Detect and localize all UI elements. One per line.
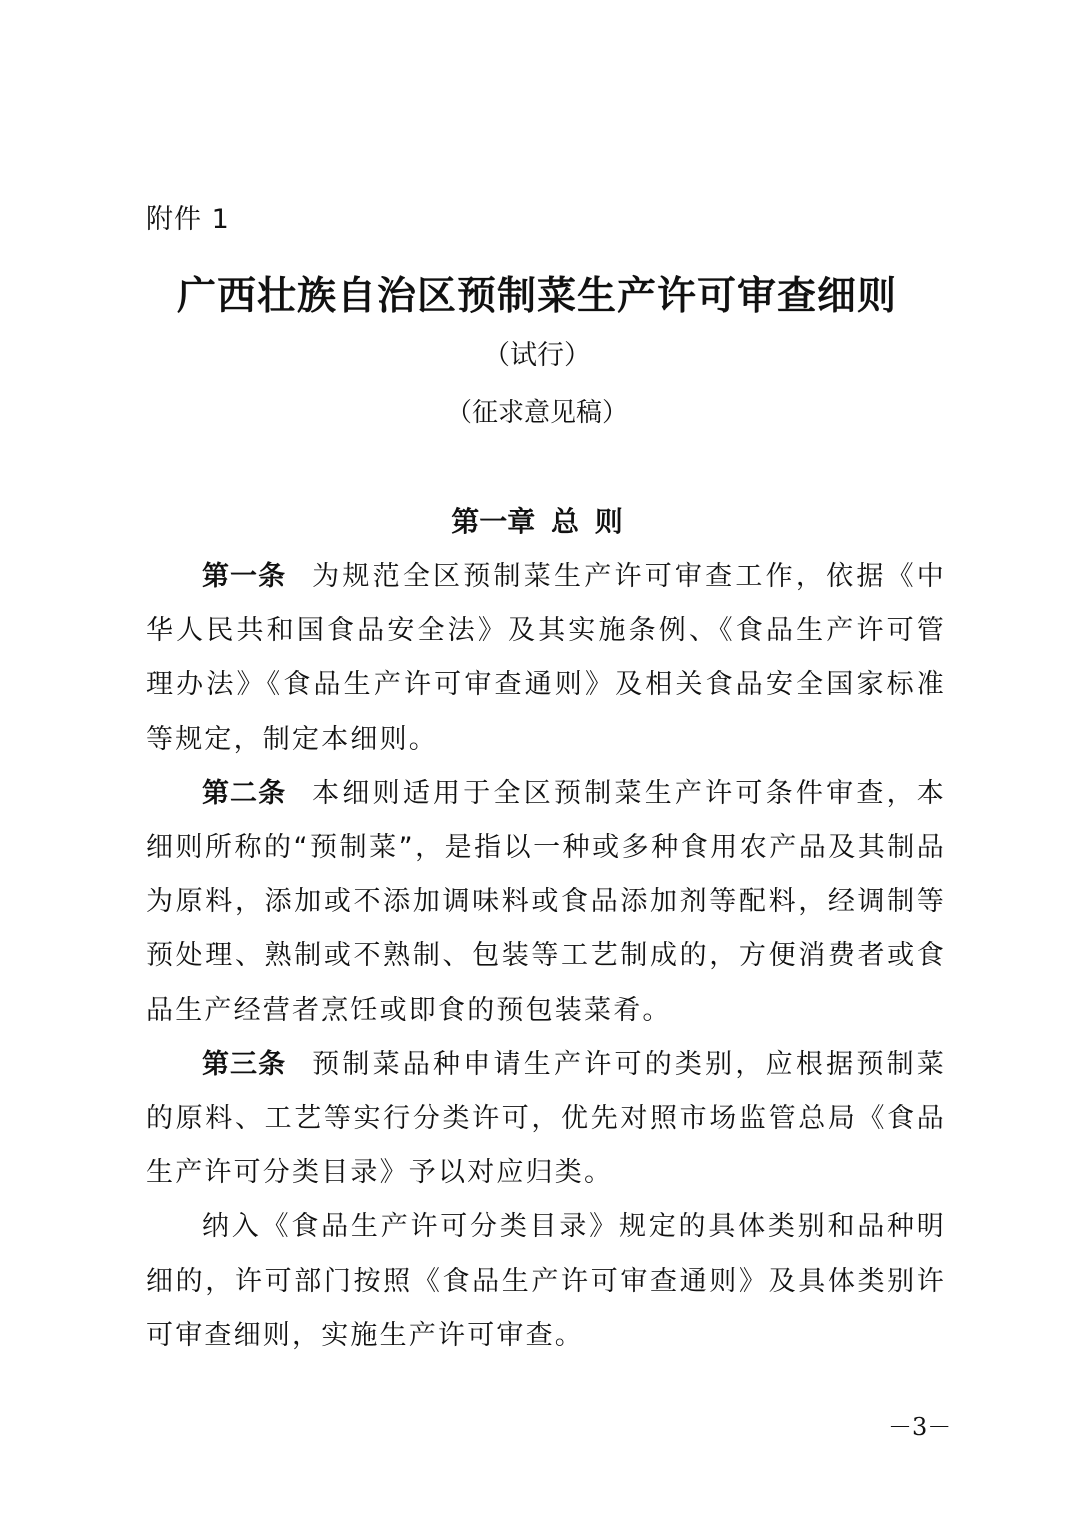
article-1 [146,550,946,767]
document-body [146,550,946,1363]
article-text: 为规范全区预制菜生产许可审查工作，依据《中华人民共和国食品安全法》及其实施条例、《食品生产许可管理办法》《食品生产许可审查通则》及相关食品安全国家标准等规定，制定本细则。 [146,561,947,755]
chapter-heading: 第一章 总 则 [451,505,623,538]
article-label: 第二条 [202,777,287,809]
article-label: 第一条 [202,561,287,592]
document-subtitle: （试行） [483,340,591,371]
article-3 [146,1038,946,1201]
attachment-label: 附件 1 [146,204,230,235]
article-2 [146,767,946,1038]
article-text: 本细则适用于全区预制菜生产许可条件审查，本细则所称的“预制菜”，是指以一种或多种食用农产品及其制品为原料，添加或不添加调味料或食品添加剂等配料，经调制等预处理、熟制或不熟制、包装等工艺制成的，方便消费者或食品生产经营者烹饪或即食的预包装菜肴。 [146,777,947,1026]
draft-note: （征求意见稿） [445,398,628,428]
article-label: 第三条 [202,1048,287,1080]
document-title: 广西壮族自治区预制菜生产许可审查细则 [176,273,897,319]
page-number: －3－ [888,1413,952,1441]
paragraph: 纳入《食品生产许可分类目录》规定的具体类别和品种明细的，许可部门按照《食品生产许可审查通则》及具体类别许可审查细则，实施生产许可审查。 [146,1211,946,1351]
article-text: 预制菜品种申请生产许可的类别，应根据预制菜的原料、工艺等实行分类许可，优先对照市场监管总局《食品生产许可分类目录》予以对应归类。 [146,1048,947,1189]
